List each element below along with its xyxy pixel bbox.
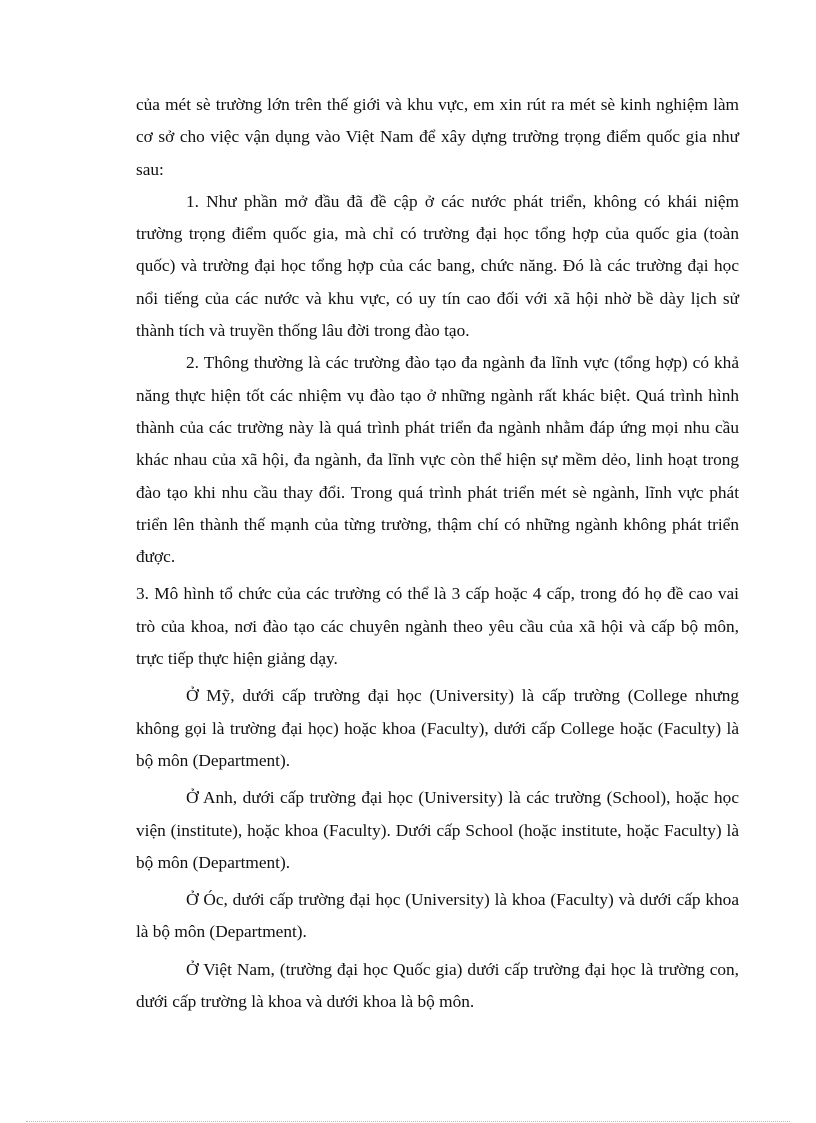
paragraph-intro: của mét sè trường lớn trên thế giới và khu vực, em xin rút ra mét sè kinh nghiệm làm cơ sở cho việc vận dụng vào Việt Nam để xây dựng trường trọng điểm quốc gia như sau: bbox=[136, 95, 739, 179]
page-bottom-divider bbox=[26, 1121, 790, 1122]
paragraph-point-1: 1. Như phần mở đầu đã đề cập ở các nước phát triển, không có khái niệm trường trọng điểm quốc gia, mà chỉ có trường đại học tổng hợp của quốc gia (toàn quốc) và trường đại học tổng hợp của các bang, chức năng. Đó là các trường đại học nổi tiếng của các nước và khu vực, có uy tín cao đối với xã hội nhờ bề dày lịch sử thành tích và truyền thống lâu đời trong đào tạo. bbox=[136, 191, 739, 341]
paragraph-usa: Ở Mỹ, dưới cấp trường đại học (University) là cấp trường (College nhưng không gọi là trường đại học) hoặc khoa (Faculty), dưới cấp College hoặc (Faculty) là bộ môn (Department). bbox=[136, 686, 739, 770]
paragraph-australia: Ở Óc, dưới cấp trường đại học (University) là khoa (Faculty) và dưới cấp khoa là bộ môn (Department). bbox=[136, 890, 739, 942]
paragraph-point-3: 3. Mô hình tổ chức của các trường có thể là 3 cấp hoặc 4 cấp, trong đó họ đề cao vai trò của khoa, nơi đào tạo các chuyên ngành theo yêu cầu của xã hội và cấp bộ môn, trực tiếp thực hiện giảng dạy. bbox=[136, 584, 739, 669]
paragraph-vietnam: Ở Việt Nam, (trường đại học Quốc gia) dưới cấp trường đại học là trường con, dưới cấp trường là khoa và dưới khoa là bộ môn. bbox=[136, 959, 739, 1012]
paragraph-uk: Ở Anh, dưới cấp trường đại học (University) là các trường (School), hoặc học viện (institute), hoặc khoa (Faculty). Dưới cấp School (hoặc institute, hoặc Faculty) là bộ môn (Department). bbox=[136, 788, 739, 872]
paragraph-point-2: 2. Thông thường là các trường đào tạo đa ngành đa lĩnh vực (tổng hợp) có khả năng thực hiện tốt các nhiệm vụ đào tạo ở những ngành rất khác biệt. Quá trình hình thành của các trường này là quá trình phát triển đa ngành nhằm đáp ứng mọi nhu cầu khác nhau của xã hội, đa ngành, đa lĩnh vực còn thể hiện sự mềm dẻo, linh hoạt trong đào tạo khi nhu cầu thay đổi. Trong quá trình phát triển mét sè ngành, lĩnh vực phát triển lên thành thế mạnh của từng trường, thậm chí có những ngành không phát triển được. bbox=[136, 353, 739, 567]
document-body bbox=[136, 89, 739, 1018]
